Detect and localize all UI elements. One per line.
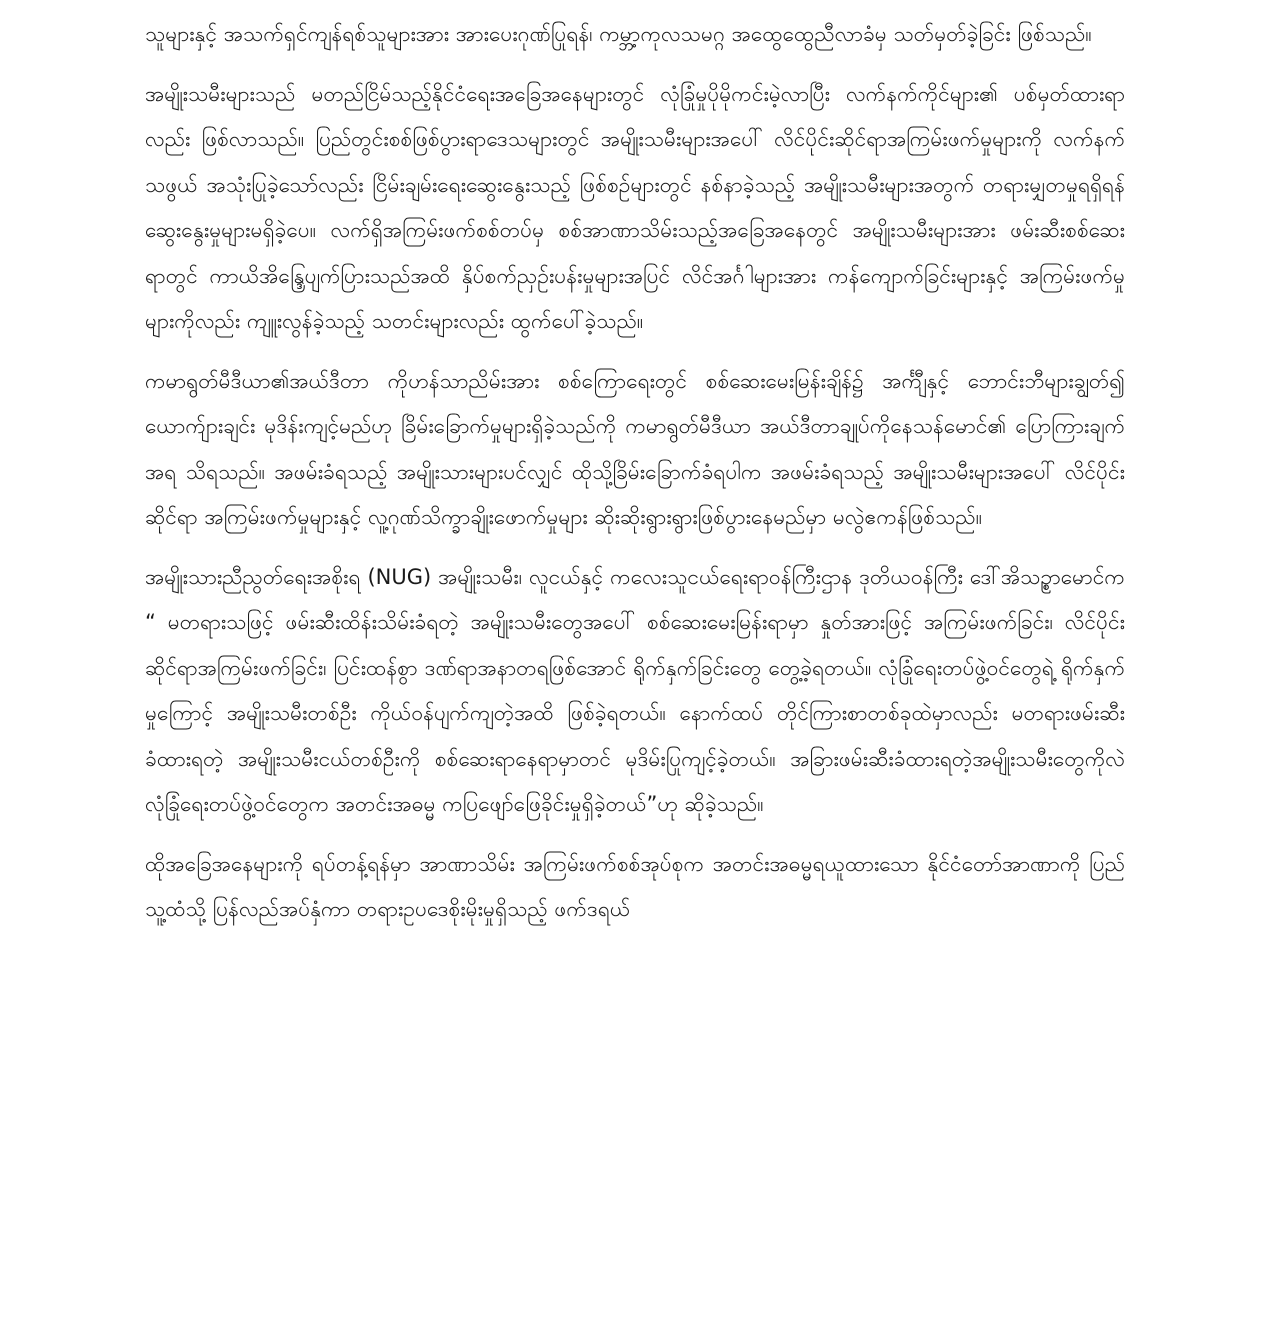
paragraph: ထိုအခြေအနေများကို ရပ်တန့်ရန်မှာ အာဏာသိမ်း အကြမ်းဖက်စစ်အုပ်စုက အတင်းအဓမ္မရယူထားသော နိုင်ငံတော်အာဏာကို ပြည်သူ့ထံသို့ ပြန်လည်အပ်နှံကာ တရားဥပဒေစိုးမိုးမှုရှိသည့် ဖက်ဒရယ် [145, 851, 1125, 921]
paragraph: သူများနှင့် အသက်ရှင်ကျန်ရစ်သူများအား အားပေးဂုဏ်ပြုရန်၊ ကမ္ဘာ့ကုလသမဂ္ဂ အထွေထွေညီလာခံမှ သတ်မှတ်ခဲ့ခြင်း ဖြစ်သည်။ [145, 22, 1092, 46]
paragraph: အမျိုးသားညီညွတ်ရေးအစိုးရ (NUG) အမျိုးသမီး၊ လူငယ်နှင့် ကလေးသူငယ်ရေးရာဝန်ကြီးဌာန ဒုတိယဝန်ကြီး ဒေါ်အိသဉ္စာမောင်က “ မတရားသဖြင့် ဖမ်းဆီးထိန်းသိမ်းခံရတဲ့ အမျိုးသမီးတွေအပေါ် စစ်ဆေးမေးမြန်းရာမှာ နှုတ်အားဖြင့် အကြမ်းဖက်ခြင်း၊ လိင်ပိုင်းဆိုင်ရာအကြမ်းဖက်ခြင်း၊ ပြင်းထန်စွာ ဒဏ်ရာအနာတရဖြစ်အောင် ရိုက်နှက်ခြင်းတွေ တွေ့ခဲ့ရတယ်။ လုံခြုံရေးတပ်ဖွဲ့ဝင်တွေရဲ့ ရိုက်နှက်မှုကြောင့် အမျိုးသမီးတစ်ဦး ကိုယ်ဝန်ပျက်ကျတဲ့အထိ ဖြစ်ခဲ့ရတယ်။ နောက်ထပ် တိုင်ကြားစာတစ်ခုထဲမှာလည်း မတရားဖမ်းဆီးခံထားရတဲ့ အမျိုးသမီးငယ်တစ်ဦးကို စစ်ဆေးရာနေရာမှာတင် မုဒိမ်းပြုကျင့်ခဲ့တယ်။ အခြားဖမ်းဆီးခံထားရတဲ့အမျိုးသမီးတွေကိုလဲ လုံခြုံရေးတပ်ဖွဲ့ဝင်တွေက အတင်းအဓမ္မ ကပြဖျော်ဖြေခိုင်းမှုရှိခဲ့တယ်”ဟု ဆိုခဲ့သည်။ [145, 564, 1125, 816]
paragraph: ကမာရွတ်မီဒီယာ၏အယ်ဒီတာ ကိုဟန်သာညိမ်းအား စစ်ကြောရေးတွင် စစ်ဆေးမေးမြန်းချိန်၌ အင်္ကျီနှင့် ဘောင်းဘီများချွတ်၍ ယောက်ျားချင်း မုဒိန်းကျင့်မည်ဟု ခြိမ်းခြောက်မှုများရှိခဲ့သည်ကို ကမာရွတ်မီဒီယာ အယ်ဒီတာချုပ်ကိုနေသန်မောင်၏ ပြောကြားချက်အရ သိရသည်။ အဖမ်းခံရသည့် အမျိုးသားများပင်လျှင် ထိုသို့ခြိမ်းခြောက်ခံရပါက အဖမ်းခံရသည့် အမျိုးသမီးများအပေါ် လိင်ပိုင်းဆိုင်ရာ အကြမ်းဖက်မှုများနှင့် လူ့ဂုဏ်သိက္ခာချိုးဖောက်မှုများ ဆိုးဆိုးရွားရွားဖြစ်ပွားနေမည်မှာ မလွဲဧကန်ဖြစ်သည်။ [145, 368, 1125, 529]
paragraph: အမျိုးသမီးများသည် မတည်ငြိမ်သည့်နိုင်ငံရေးအခြေအနေများတွင် လုံခြုံမှုပိုမိုကင်းမဲ့လာပြီး လက်နက်ကိုင်များ၏ ပစ်မှတ်ထားရာလည်း ဖြစ်လာသည်။ ပြည်တွင်းစစ်ဖြစ်ပွားရာဒေသများတွင် အမျိုးသမီးများအပေါ် လိင်ပိုင်းဆိုင်ရာအကြမ်းဖက်မှုများကို လက်နက်သဖွယ် အသုံးပြုခဲ့သော်လည်း ငြိမ်းချမ်းရေးဆွေးနွေးသည့် ဖြစ်စဉ်များတွင် နစ်နာခဲ့သည့် အမျိုးသမီးများအတွက် တရားမျှတမှုရရှိရန် ဆွေးနွေးမှုများမရှိခဲ့ပေ။ လက်ရှိအကြမ်းဖက်စစ်တပ်မှ စစ်အာဏာသိမ်းသည့်အခြေအနေတွင် အမျိုးသမီးများအား ဖမ်းဆီးစစ်ဆေးရာတွင် ကာယိအိန္ဒြေပျက်ပြားသည်အထိ နှိပ်စက်ညှဉ်းပန်းမှုများအပြင် လိင်အင်္ဂါများအား ကန်ကျောက်ခြင်းများနှင့် အကြမ်းဖက်မှုများကိုလည်း ကျူးလွန်ခဲ့သည့် သတင်းများလည်း ထွက်ပေါ်ခဲ့သည်။ [145, 81, 1125, 333]
document-page [145, 12, 1125, 947]
